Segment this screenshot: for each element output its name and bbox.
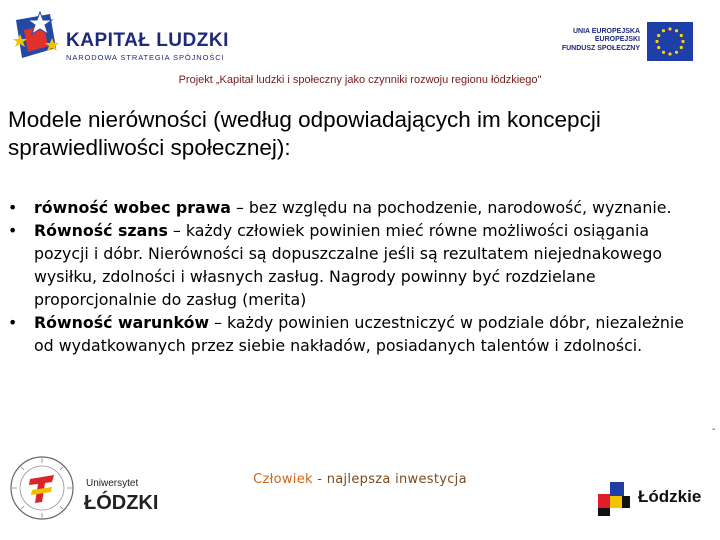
bullet-icon: • (8, 313, 18, 332)
university-seal-icon (8, 452, 78, 524)
bullet-term: Równość warunków (34, 313, 210, 332)
bullet-text: – bez względu na pochodzenie, narodowość, wyznanie. (230, 198, 672, 217)
bullet-icon: • (8, 198, 18, 217)
region-name: Łódzkie (638, 487, 702, 506)
eu-flag-icon (647, 22, 693, 61)
eu-line-2: EUROPEJSKI (594, 36, 640, 44)
bullet-term: równość wobec prawa (34, 198, 231, 217)
eu-logo-text (548, 28, 640, 53)
slogan-separator: - (312, 472, 327, 487)
kapital-ludzki-subtitle: NARODOWA STRATEGIA SPÓJNOŚCI (66, 53, 225, 62)
eu-line-1: UNIA EUROPEJSKA (572, 28, 640, 35)
bullet-text: – każdy powinien uczestniczyć w podziale dóbr, niezależnie od wydatkowanych przez siebie nakładów, posiadanych talentów i zdolności. (34, 313, 684, 355)
list-item (8, 219, 708, 311)
bullet-icon: • (8, 221, 18, 240)
project-title-line: Projekt „Kapitał ludzki i społeczny jako czynniki rozwoju regionu łódzkiego" (178, 74, 542, 86)
slide-heading: Modele nierówności (według odpowiadających im koncepcji sprawiedliwości społecznej): (8, 107, 601, 160)
university-name-line-1: Uniwersytet (86, 478, 139, 489)
lodzkie-logo-icon (594, 478, 634, 518)
bullet-term: Równość szans (34, 221, 168, 240)
list-item (8, 311, 708, 357)
kapital-ludzki-title: KAPITAŁ LUDZKI (66, 30, 229, 51)
list-item (8, 196, 708, 219)
slogan-part-2: najlepsza inwestycja (326, 472, 467, 487)
slogan-part-1: Człowiek (253, 472, 313, 487)
bullet-list (8, 196, 708, 357)
university-name-line-2: ŁÓDZKI (84, 492, 159, 514)
eu-line-3: FUNDUSZ SPOŁECZNY (561, 44, 640, 52)
bullet-text: – każdy człowiek powinien mieć równe możliwości osiągania pozycji i dóbr. Nierówności są dopuszczalne jeśli są rezultatem niejednakowego wysiłku, zdolności i własnych zasług. Nagrody powinny być rozdzielane proporcjonalnie do zasług (merita) (34, 221, 663, 309)
edge-mark: - (712, 424, 716, 435)
